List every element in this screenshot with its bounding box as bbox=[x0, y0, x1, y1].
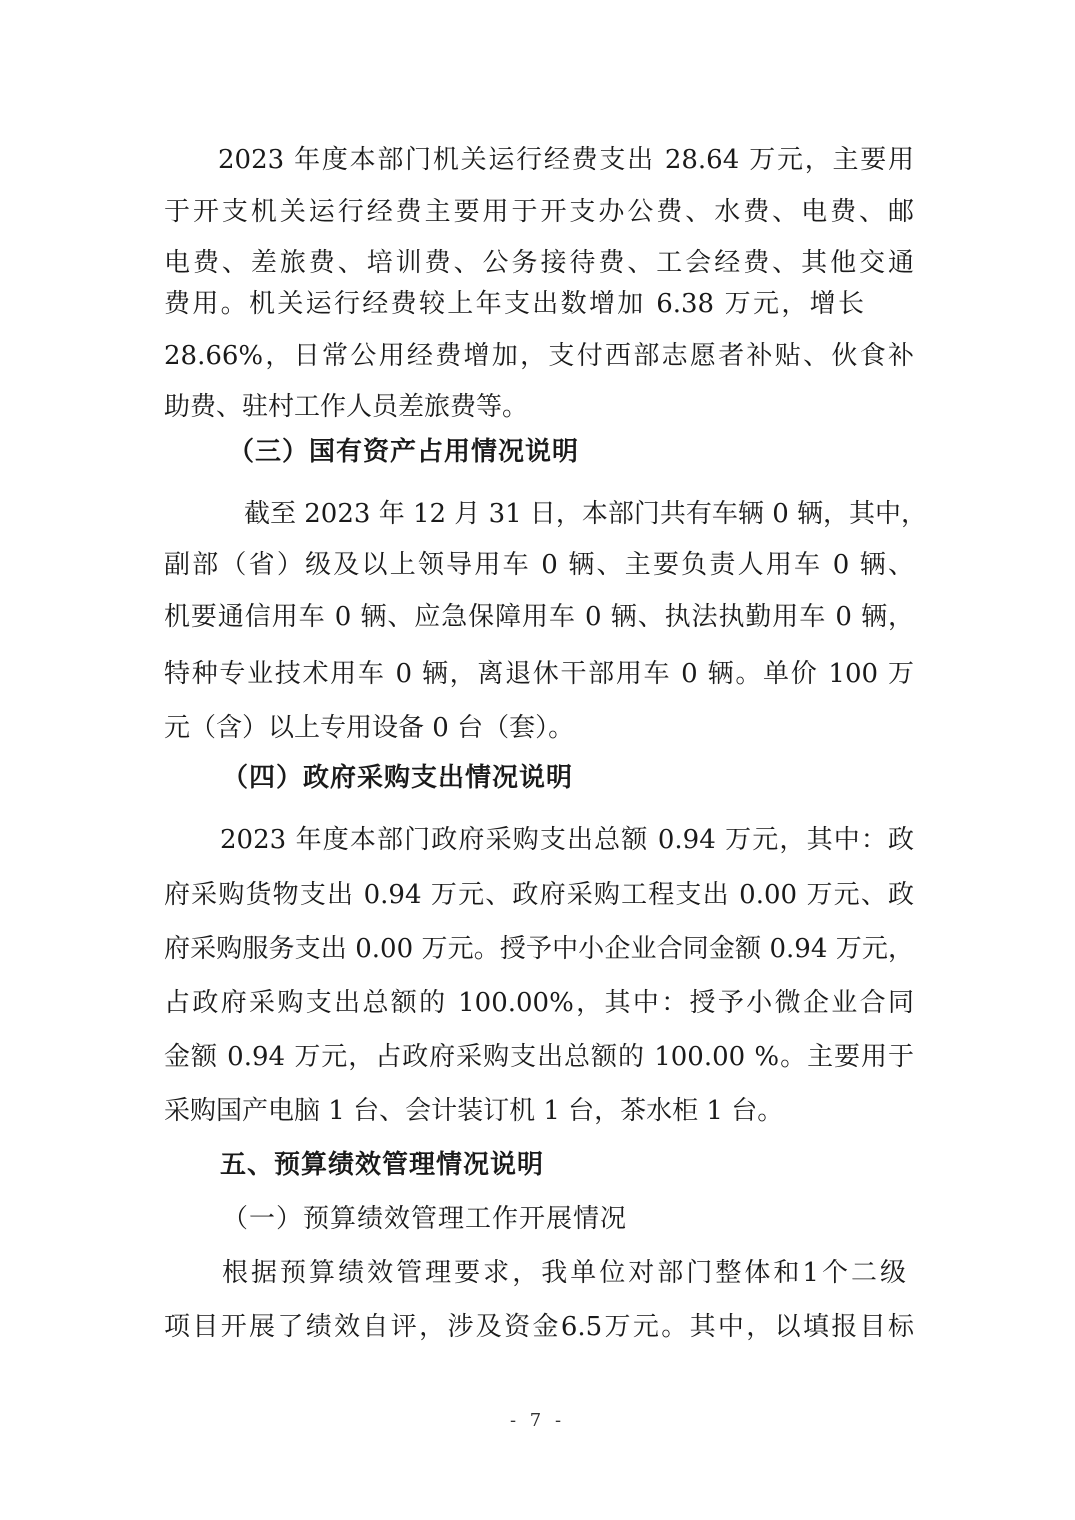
section-heading: （三）国有资产占用情况说明 bbox=[228, 437, 580, 467]
paragraph-line: 28.66%，日常公用经费增加，支付西部志愿者补贴、伙食补 bbox=[164, 341, 914, 371]
paragraph-line: 特种专业技术用车 0 辆，离退休干部用车 0 辆。单价 100 万 bbox=[164, 659, 914, 689]
page-number: - 7 - bbox=[509, 1410, 566, 1431]
paragraph-line: 元（含）以上专用设备 0 台（套）。 bbox=[164, 713, 575, 743]
paragraph-line: 金额 0.94 万元，占政府采购支出总额的 100.00 %。主要用于 bbox=[164, 1042, 914, 1072]
paragraph-line: 机要通信用车 0 辆、应急保障用车 0 辆、执法执勤用车 0 辆， bbox=[164, 602, 914, 632]
paragraph-line: 2023 年度本部门政府采购支出总额 0.94 万元，其中：政 bbox=[220, 825, 914, 855]
paragraph-line: 项目开展了绩效自评，涉及资金6.5万元。其中，以填报目标 bbox=[164, 1312, 914, 1342]
paragraph-line: 占政府采购支出总额的 100.00%，其中：授予小微企业合同 bbox=[164, 988, 914, 1018]
paragraph-line: 根据预算绩效管理要求，我单位对部门整体和1个二级 bbox=[222, 1258, 906, 1288]
paragraph-line: 于开支机关运行经费主要用于开支办公费、水费、电费、邮 bbox=[164, 197, 914, 227]
paragraph-line: 采购国产电脑 1 台、会计装订机 1 台，茶水柜 1 台。 bbox=[164, 1096, 784, 1126]
paragraph-line: 副部（省）级及以上领导用车 0 辆、主要负责人用车 0 辆、 bbox=[164, 550, 914, 580]
subsection-heading: （一）预算绩效管理工作开展情况 bbox=[222, 1204, 628, 1234]
paragraph-line: 电费、差旅费、培训费、公务接待费、工会经费、其他交通 bbox=[164, 248, 914, 278]
chapter-heading: 五、预算绩效管理情况说明 bbox=[220, 1150, 545, 1180]
paragraph-line: 截至 2023 年 12 月 31 日，本部门共有车辆 0 辆，其中， bbox=[244, 499, 927, 529]
paragraph-line: 府采购货物支出 0.94 万元、政府采购工程支出 0.00 万元、政 bbox=[164, 880, 914, 910]
paragraph-line: 助费、驻村工作人员差旅费等。 bbox=[164, 392, 529, 422]
section-heading: （四）政府采购支出情况说明 bbox=[222, 763, 574, 793]
paragraph-line: 2023 年度本部门机关运行经费支出 28.64 万元，主要用 bbox=[218, 145, 914, 175]
paragraph-line: 府采购服务支出 0.00 万元。授予中小企业合同金额 0.94 万元， bbox=[164, 934, 914, 964]
paragraph-line: 费用。机关运行经费较上年支出数增加 6.38 万元，增长 bbox=[164, 289, 864, 319]
